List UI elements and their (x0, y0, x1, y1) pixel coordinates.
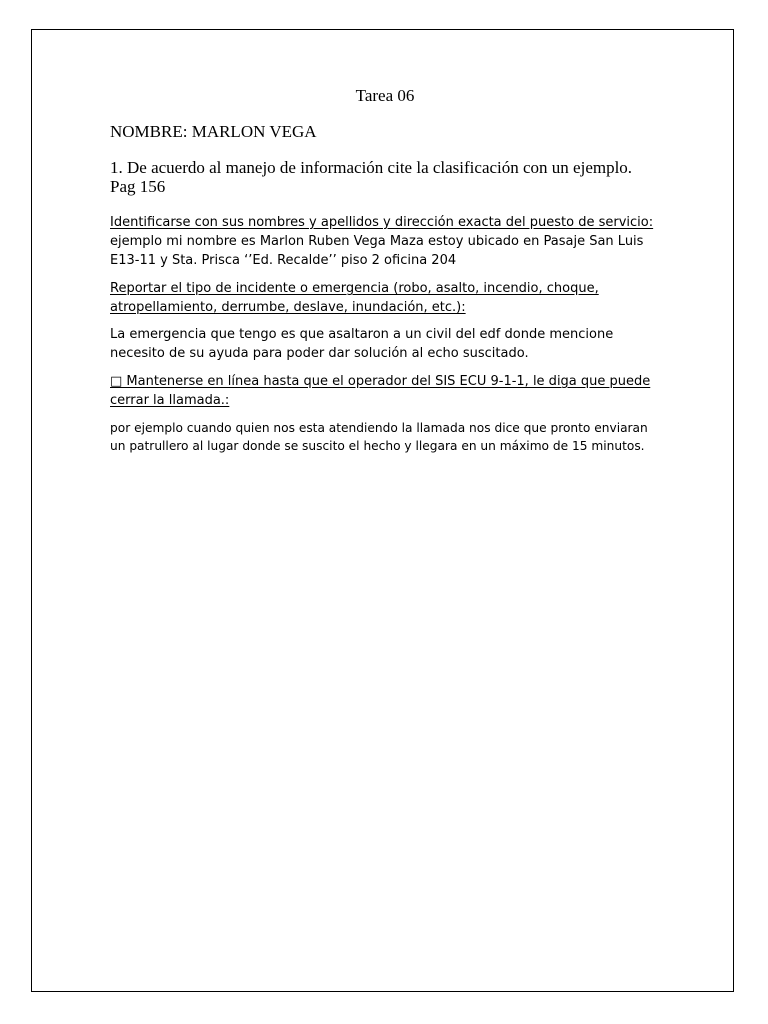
section-3-body: por ejemplo cuando quien nos esta atendiendo la llamada nos dice que pronto enviaran un patrullero al lugar donde se suscito el hecho y llegara en un máximo de 15 minutos. (110, 421, 648, 453)
document-content (110, 86, 660, 455)
document-page (31, 29, 734, 992)
section-2-body: La emergencia que tengo es que asaltaron a un civil del edf donde mencione necesito de su ayuda para poder dar solución al echo suscitado. (110, 327, 614, 361)
section-1 (110, 213, 660, 270)
section-1-heading: Identificarse con sus nombres y apellidos y dirección exacta del puesto de servicio: (110, 215, 654, 230)
section-3-heading: □ Mantenerse en línea hasta que el operador del SIS ECU 9-1-1, le diga que puede cerrar la llamada.: (110, 374, 651, 408)
question-text: 1. De acuerdo al manejo de información cite la clasificación con un ejemplo. Pag 156 (110, 158, 633, 196)
section-1-body: ejemplo mi nombre es Marlon Ruben Vega Maza estoy ubicado en Pasaje San Luis E13-11 y Sta. Prisca ‘’Ed. Recalde’’ piso 2 oficina 204 (110, 234, 644, 268)
document-title: Tarea 06 (355, 86, 415, 105)
student-name: NOMBRE: MARLON VEGA (110, 122, 317, 141)
section-2-heading: Reportar el tipo de incidente o emergencia (robo, asalto, incendio, choque, atropellamiento, derrumbe, deslave, inundación, etc.): (110, 281, 599, 315)
